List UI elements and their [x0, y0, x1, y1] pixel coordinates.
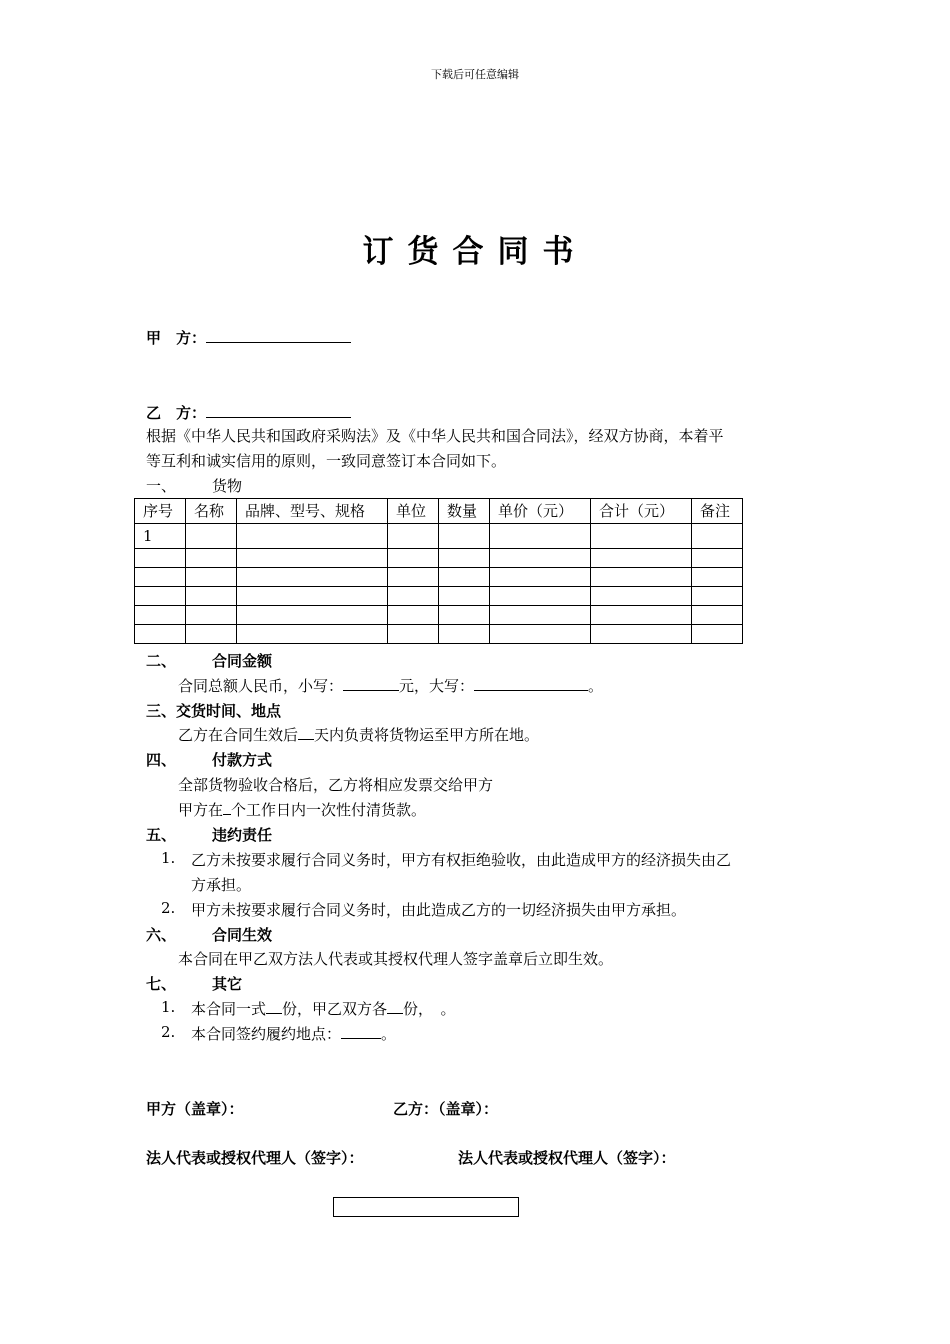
party-b-line — [146, 402, 351, 423]
section-4-heading — [146, 749, 272, 770]
table-cell — [591, 625, 692, 644]
table-header-cell: 合计（元） — [591, 499, 692, 524]
table-cell — [388, 606, 439, 625]
section-5-item-2-num: 2. — [161, 899, 176, 917]
table-cell — [439, 606, 490, 625]
table-header-cell: 数量 — [439, 499, 490, 524]
table-cell — [439, 568, 490, 587]
table-cell — [237, 606, 388, 625]
table-header-cell: 单价（元） — [490, 499, 591, 524]
copies-total-blank — [266, 998, 282, 1014]
table-cell — [186, 625, 237, 644]
amount-label: 合同总额人民币，小写： — [178, 677, 344, 695]
section-6-text: 本合同在甲乙双方法人代表或其授权代理人签字盖章后立即生效。 — [178, 950, 614, 968]
section-6-num: 六、 — [146, 926, 177, 944]
table-cell — [692, 568, 743, 587]
party-a-label: 甲 方： — [146, 329, 207, 347]
amount-end-text: 。 — [588, 677, 604, 695]
table-cell — [135, 606, 186, 625]
table-cell — [388, 524, 439, 549]
table-cell — [237, 568, 388, 587]
delivery-days-blank — [298, 724, 314, 740]
table-cell — [591, 606, 692, 625]
table-cell — [490, 625, 591, 644]
table-cell — [490, 606, 591, 625]
party-b-seal-label: 乙方：（盖章）： — [393, 1100, 499, 1118]
section-5-num: 五、 — [146, 826, 177, 844]
section-4-title: 付款方式 — [212, 751, 273, 769]
table-cell — [135, 625, 186, 644]
copies-text-2: 份，甲乙双方各 — [282, 1000, 388, 1018]
table-cell — [591, 587, 692, 606]
party-a-blank — [206, 327, 351, 343]
table-cell — [439, 587, 490, 606]
section-7-item-1-num: 1. — [161, 998, 176, 1016]
table-header-cell: 品牌、型号、规格 — [237, 499, 388, 524]
table-cell — [692, 625, 743, 644]
section-5-item-1-num: 1. — [161, 849, 176, 867]
table-cell — [490, 568, 591, 587]
section-5-item-1-line-2: 方承担。 — [191, 876, 252, 894]
table-cell — [237, 587, 388, 606]
table-cell — [237, 524, 388, 549]
table-cell — [388, 625, 439, 644]
table-header-cell: 序号 — [135, 499, 186, 524]
amount-capital-blank — [474, 675, 588, 691]
table-header-cell: 单位 — [388, 499, 439, 524]
section-4-num: 四、 — [146, 751, 177, 769]
party-a-seal-label: 甲方（盖章）： — [146, 1100, 244, 1118]
section-1-heading — [146, 475, 242, 496]
payment-text-1: 甲方在 — [178, 801, 224, 819]
location-text-1: 本合同签约履约地点： — [191, 1025, 342, 1043]
table-cell — [692, 587, 743, 606]
payment-days-blank — [223, 799, 231, 815]
table-cell — [490, 524, 591, 549]
table-cell — [388, 587, 439, 606]
intro-line-1: 根据《中华人民共和国政府采购法》及《中华人民共和国合同法》，经双方协商，本着平 — [146, 427, 724, 445]
table-row — [135, 587, 743, 606]
table-cell — [186, 606, 237, 625]
table-cell — [692, 524, 743, 549]
table-cell — [186, 568, 237, 587]
location-text-2: 。 — [381, 1025, 397, 1043]
table-cell — [591, 524, 692, 549]
table-cell — [237, 625, 388, 644]
section-7-item-2-text — [191, 1023, 396, 1044]
section-3-text — [178, 724, 539, 745]
empty-text-box — [333, 1197, 519, 1217]
intro-line-2: 等互利和诚实信用的原则，一致同意签订本合同如下。 — [146, 452, 507, 470]
table-row — [135, 625, 743, 644]
table-header-cell: 备注 — [692, 499, 743, 524]
section-5-title: 违约责任 — [212, 826, 273, 844]
table-cell — [186, 524, 237, 549]
party-b-rep-label: 法人代表或授权代理人（签字）： — [458, 1149, 676, 1167]
payment-text-2: 个工作日内一次性付清货款。 — [231, 801, 427, 819]
party-a-rep-label: 法人代表或授权代理人（签字）： — [146, 1149, 364, 1167]
amount-mid-text: 元，大写： — [399, 677, 475, 695]
section-1-title: 货物 — [212, 477, 243, 495]
section-2-title: 合同金额 — [212, 652, 273, 670]
party-b-label: 乙 方： — [146, 404, 207, 422]
section-4-line-2 — [178, 799, 426, 820]
section-7-heading — [146, 973, 242, 994]
amount-small-blank — [343, 675, 399, 691]
table-cell — [439, 625, 490, 644]
table-cell — [439, 549, 490, 568]
section-1-num: 一、 — [146, 477, 177, 495]
location-blank — [341, 1023, 381, 1039]
table-cell — [591, 549, 692, 568]
table-header-row — [135, 499, 743, 524]
table-cell — [439, 524, 490, 549]
table-cell — [388, 549, 439, 568]
section-5-item-2-text: 甲方未按要求履行合同义务时，由此造成乙方的一切经济损失由甲方承担。 — [191, 901, 687, 919]
delivery-text-1: 乙方在合同生效后 — [178, 726, 299, 744]
table-row — [135, 606, 743, 625]
table-cell — [135, 587, 186, 606]
section-7-title: 其它 — [212, 975, 243, 993]
table-row — [135, 549, 743, 568]
section-6-heading — [146, 924, 272, 945]
section-2-num: 二、 — [146, 652, 177, 670]
table-cell — [591, 568, 692, 587]
table-cell — [135, 568, 186, 587]
table-cell — [186, 549, 237, 568]
table-header-cell: 名称 — [186, 499, 237, 524]
party-b-blank — [206, 402, 351, 418]
header-note: 下载后可任意编辑 — [431, 68, 519, 81]
section-2-heading — [146, 650, 272, 671]
section-5-item-1-line-1: 乙方未按要求履行合同义务时，甲方有权拒绝验收，由此造成甲方的经济损失由乙 — [191, 851, 732, 869]
table-cell — [135, 549, 186, 568]
table-cell — [237, 549, 388, 568]
table-cell — [388, 568, 439, 587]
goods-table — [134, 498, 743, 644]
table-cell — [490, 549, 591, 568]
copies-each-blank — [387, 998, 403, 1014]
section-7-item-2-num: 2. — [161, 1023, 176, 1041]
table-row — [135, 524, 743, 549]
table-cell — [186, 587, 237, 606]
party-a-line — [146, 327, 351, 348]
section-5-heading — [146, 824, 272, 845]
table-row — [135, 568, 743, 587]
section-4-line-1: 全部货物验收合格后，乙方将相应发票交给甲方 — [178, 776, 494, 794]
table-cell — [490, 587, 591, 606]
copies-text-1: 本合同一式 — [191, 1000, 267, 1018]
table-cell: 1 — [135, 524, 186, 549]
section-6-title: 合同生效 — [212, 926, 273, 944]
section-7-num: 七、 — [146, 975, 177, 993]
table-cell — [692, 549, 743, 568]
table-cell — [692, 606, 743, 625]
document-title: 订货合同书 — [362, 234, 588, 270]
section-2-text — [178, 675, 603, 696]
section-3-heading: 三、交货时间、地点 — [146, 702, 282, 720]
section-7-item-1-text — [191, 998, 456, 1019]
delivery-text-2: 天内负责将货物运至甲方所在地。 — [314, 726, 540, 744]
copies-text-3: 份， 。 — [403, 1000, 456, 1018]
